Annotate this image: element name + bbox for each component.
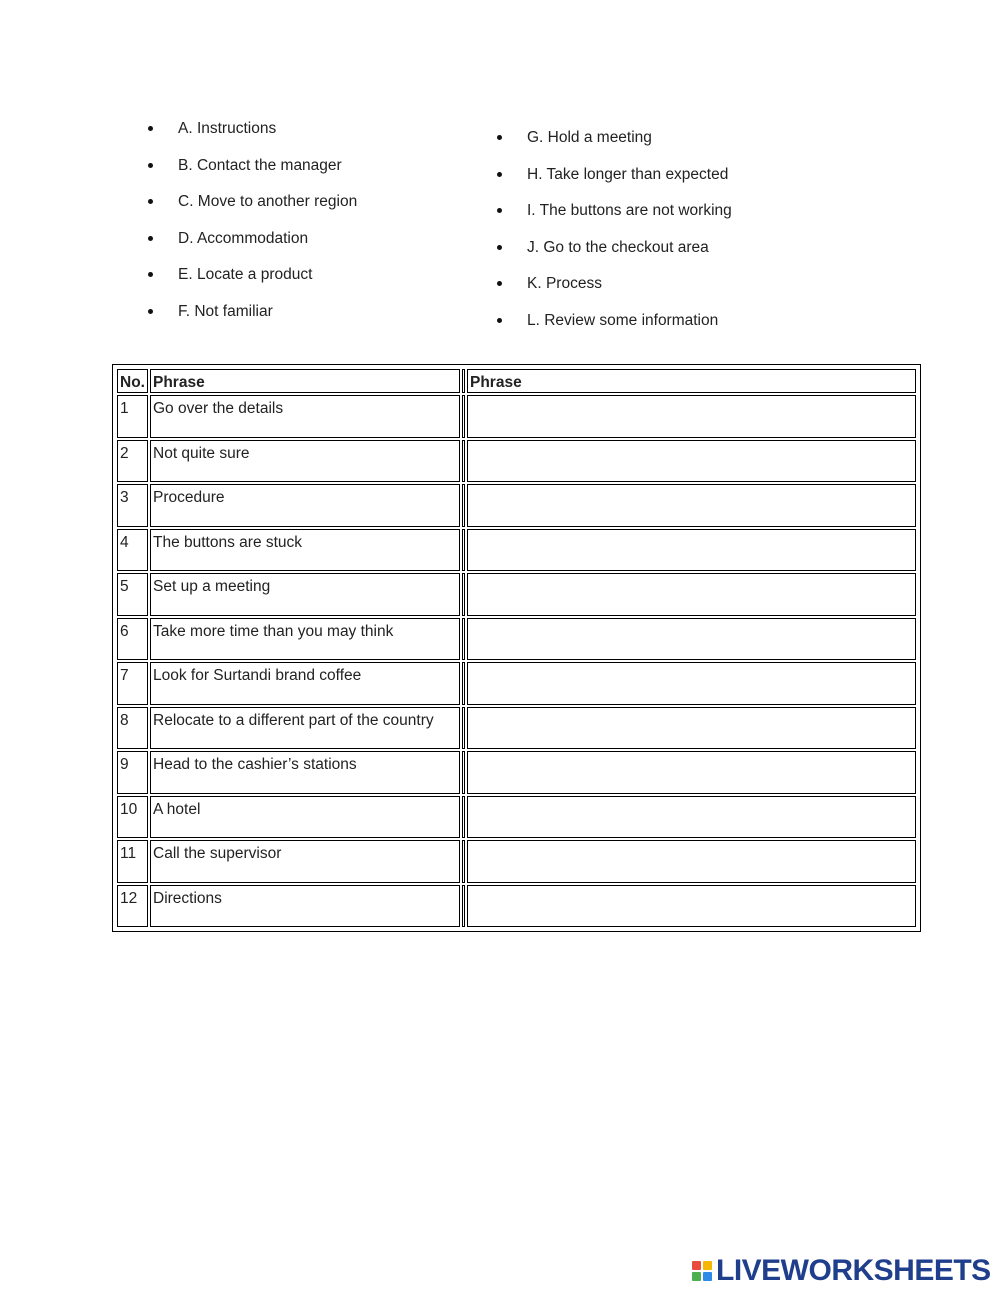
option-label: F. Not familiar	[178, 302, 273, 320]
table-body	[117, 395, 916, 927]
row-number: 9	[117, 751, 148, 794]
option-item	[148, 265, 357, 302]
option-label: A. Instructions	[178, 120, 277, 137]
table-row	[117, 395, 916, 438]
answer-cell[interactable]	[467, 440, 916, 483]
option-item	[497, 201, 732, 238]
table-row	[117, 751, 916, 794]
row-phrase: Not quite sure	[150, 440, 460, 483]
table-row	[117, 618, 916, 661]
table-row	[117, 440, 916, 483]
header-no: No.	[117, 369, 148, 393]
row-number: 12	[117, 885, 148, 928]
option-label: J. Go to the checkout area	[527, 238, 709, 256]
row-phrase: Head to the cashier’s stations	[150, 751, 460, 794]
answer-cell[interactable]	[467, 395, 916, 438]
row-phrase: Look for Surtandi brand coffee	[150, 662, 460, 705]
answer-cell[interactable]	[467, 618, 916, 661]
column-divider	[462, 484, 465, 527]
bullet-icon	[148, 236, 153, 241]
column-divider	[462, 707, 465, 750]
column-divider	[462, 751, 465, 794]
logo-text: LIVEWORKSHEETS	[716, 1254, 991, 1287]
option-label: G. Hold a meeting	[527, 129, 652, 146]
answer-cell[interactable]	[467, 573, 916, 616]
option-item	[148, 156, 357, 193]
row-phrase: A hotel	[150, 796, 460, 839]
option-item	[148, 119, 357, 156]
option-item	[497, 311, 732, 348]
answer-cell[interactable]	[467, 751, 916, 794]
logo-square	[692, 1261, 701, 1270]
logo-square	[703, 1272, 712, 1281]
matching-table	[115, 367, 918, 929]
column-divider	[462, 618, 465, 661]
option-item	[148, 302, 357, 339]
table-row	[117, 573, 916, 616]
bullet-icon	[148, 199, 153, 204]
logo-square	[692, 1272, 701, 1281]
row-number: 8	[117, 707, 148, 750]
option-item	[497, 238, 732, 275]
option-label: H. Take longer than expected	[527, 165, 729, 183]
bullet-icon	[497, 135, 502, 140]
table-row	[117, 529, 916, 572]
option-item	[497, 128, 732, 165]
option-label: C. Move to another region	[178, 193, 358, 211]
row-number: 11	[117, 840, 148, 883]
column-divider	[462, 840, 465, 883]
row-number: 3	[117, 484, 148, 527]
table-row	[117, 796, 916, 839]
liveworksheets-logo	[692, 1254, 991, 1288]
row-number: 7	[117, 662, 148, 705]
option-item	[497, 165, 732, 202]
bullet-icon	[497, 172, 502, 177]
row-phrase: Relocate to a different part of the country	[150, 707, 460, 750]
row-number: 6	[117, 618, 148, 661]
answer-cell[interactable]	[467, 840, 916, 883]
answer-cell[interactable]	[467, 885, 916, 928]
option-label: D. Accommodation	[178, 229, 309, 247]
answer-cell[interactable]	[467, 796, 916, 839]
row-number: 5	[117, 573, 148, 616]
column-divider	[462, 573, 465, 616]
answer-cell[interactable]	[467, 484, 916, 527]
row-number: 10	[117, 796, 148, 839]
answer-cell[interactable]	[467, 529, 916, 572]
row-number: 1	[117, 395, 148, 438]
option-label: E. Locate a product	[178, 266, 313, 284]
row-number: 2	[117, 440, 148, 483]
column-divider	[462, 796, 465, 839]
column-divider	[462, 369, 465, 393]
row-phrase: Call the supervisor	[150, 840, 460, 883]
header-answer: Phrase	[467, 369, 916, 393]
column-divider	[462, 395, 465, 438]
options-list-left	[148, 119, 357, 339]
options-list-right	[497, 128, 732, 348]
table-row	[117, 840, 916, 883]
bullet-icon	[497, 281, 502, 286]
column-divider	[462, 529, 465, 572]
option-label: K. Process	[527, 275, 602, 293]
bullet-icon	[148, 272, 153, 277]
table-row	[117, 885, 916, 928]
row-phrase: Take more time than you may think	[150, 618, 460, 661]
header-phrase: Phrase	[150, 369, 460, 393]
row-phrase: Go over the details	[150, 395, 460, 438]
answer-cell[interactable]	[467, 662, 916, 705]
table-header-row	[117, 369, 916, 393]
logo-square	[703, 1261, 712, 1270]
answer-cell[interactable]	[467, 707, 916, 750]
option-item	[497, 274, 732, 311]
column-divider	[462, 662, 465, 705]
row-phrase: Set up a meeting	[150, 573, 460, 616]
bullet-icon	[148, 309, 153, 314]
option-label: B. Contact the manager	[178, 156, 342, 174]
option-label: L. Review some information	[527, 311, 719, 329]
column-divider	[462, 440, 465, 483]
row-number: 4	[117, 529, 148, 572]
matching-table-frame	[112, 364, 921, 932]
logo-mark-icon	[692, 1261, 712, 1281]
row-phrase: Directions	[150, 885, 460, 928]
option-item	[148, 229, 357, 266]
bullet-icon	[148, 163, 153, 168]
bullet-icon	[497, 208, 502, 213]
bullet-icon	[497, 245, 502, 250]
table-row	[117, 484, 916, 527]
row-phrase: The buttons are stuck	[150, 529, 460, 572]
option-label: I. The buttons are not working	[527, 202, 732, 220]
option-item	[148, 192, 357, 229]
table-row	[117, 662, 916, 705]
column-divider	[462, 885, 465, 928]
bullet-icon	[148, 126, 153, 131]
row-phrase: Procedure	[150, 484, 460, 527]
table-row	[117, 707, 916, 750]
bullet-icon	[497, 318, 502, 323]
